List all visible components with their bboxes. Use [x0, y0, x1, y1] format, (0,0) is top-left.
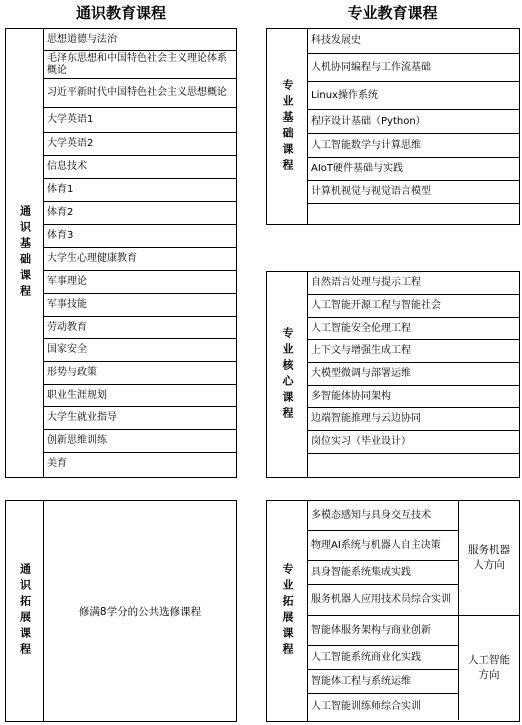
- course-row: 职业生涯规划: [44, 385, 236, 407]
- general-education-heading: 通识教育课程: [75, 4, 166, 22]
- course-row: 智能体工程与系统运维: [308, 670, 458, 694]
- course-row: 形势与政策: [44, 362, 236, 385]
- course-row: 服务机器人应用技术员综合实训: [311, 594, 451, 605]
- course-row: 劳动教育: [44, 317, 236, 339]
- course-row: 自然语言处理与提示工程: [308, 272, 519, 295]
- course-row: 大模型微调与部署运维: [308, 363, 519, 386]
- direction-label: 人工智能方向: [468, 654, 510, 681]
- direction-course-list: [308, 616, 459, 720]
- course-row: 军事技能: [44, 294, 236, 317]
- course-row: 国家安全: [44, 339, 236, 362]
- direction-group: [308, 616, 519, 720]
- course-row: 智能体服务架构与商业创新: [308, 616, 458, 646]
- major-foundation-table: [266, 28, 520, 225]
- course-row: 人工智能系统商业化实践: [308, 646, 458, 670]
- course-row: 体育2: [44, 202, 236, 225]
- major-core-table: [266, 271, 520, 478]
- direction-group: [308, 501, 519, 616]
- course-row: 体育1: [44, 179, 236, 202]
- course-row: 上下文与增强生成工程: [308, 340, 519, 363]
- course-row: 创新思维训练: [44, 430, 236, 453]
- major-extension-groups: [308, 501, 519, 721]
- course-row: 大学英语2: [44, 133, 236, 156]
- major-foundation-label: 专业基础课程: [267, 29, 308, 224]
- course-row: 边端智能推理与云边协同: [308, 408, 519, 431]
- course-row: 大学生心理健康教育: [44, 248, 236, 271]
- course-row: 科技发展史: [308, 29, 519, 54]
- course-row: 人工智能数学与计算思维: [308, 134, 519, 158]
- course-row: 大学生就业指导: [44, 407, 236, 430]
- course-row: 体育3: [44, 225, 236, 248]
- course-row: 人工智能安全伦理工程: [308, 318, 519, 340]
- direction-course-list: [308, 501, 459, 615]
- course-row: 人工智能开源工程与智能社会: [308, 295, 519, 318]
- course-row: 人机协同编程与工作流基础: [308, 54, 519, 82]
- direction-label: 服务机器人方向: [468, 544, 510, 571]
- course-row: 军事理论: [44, 271, 236, 294]
- major-core-course-list: [308, 272, 519, 477]
- major-core-label: 专业核心课程: [267, 272, 308, 477]
- general-foundation-label: 通识基础课程: [6, 29, 44, 477]
- course-row: AIoT硬件基础与实践: [308, 158, 519, 181]
- course-row: 人工智能训练师综合实训: [311, 701, 421, 712]
- course-row: 美育: [47, 458, 67, 469]
- course-row: 思想道德与法治: [44, 29, 236, 51]
- major-foundation-course-list: [308, 29, 519, 224]
- course-row: 信息技术: [44, 156, 236, 179]
- course-row: 计算机视觉与视觉语言模型: [308, 181, 519, 204]
- course-row: 毛泽东思想和中国特色社会主义理论体系概论: [44, 51, 236, 79]
- course-row: 多模态感知与具身交互技术: [308, 501, 458, 531]
- course-row: [308, 454, 519, 477]
- general-foundation-table: [5, 28, 237, 478]
- general-foundation-course-list: [44, 29, 236, 477]
- general-elective-requirement: 修满8学分的公共选修课程: [78, 605, 202, 618]
- major-education-heading: 专业教育课程: [347, 4, 438, 22]
- course-row: 物理AI系统与机器人自主决策: [308, 531, 458, 561]
- course-row: 大学英语1: [44, 108, 236, 133]
- course-row: [308, 204, 519, 224]
- major-extension-label: 专业拓展课程: [267, 501, 308, 721]
- course-row: 程序设计基础（Python）: [308, 110, 519, 134]
- course-row: 具身智能系统集成实践: [308, 561, 458, 585]
- general-extension-label: 通识拓展课程: [6, 501, 44, 721]
- general-extension-table: [5, 500, 237, 722]
- course-row: 习近平新时代中国特色社会主义思想概论: [44, 79, 236, 108]
- course-row: Linux操作系统: [308, 82, 519, 110]
- course-row: 多智能体协同架构: [308, 386, 519, 408]
- major-extension-table: [266, 500, 520, 722]
- course-row: 岗位实习（毕业设计）: [308, 431, 519, 454]
